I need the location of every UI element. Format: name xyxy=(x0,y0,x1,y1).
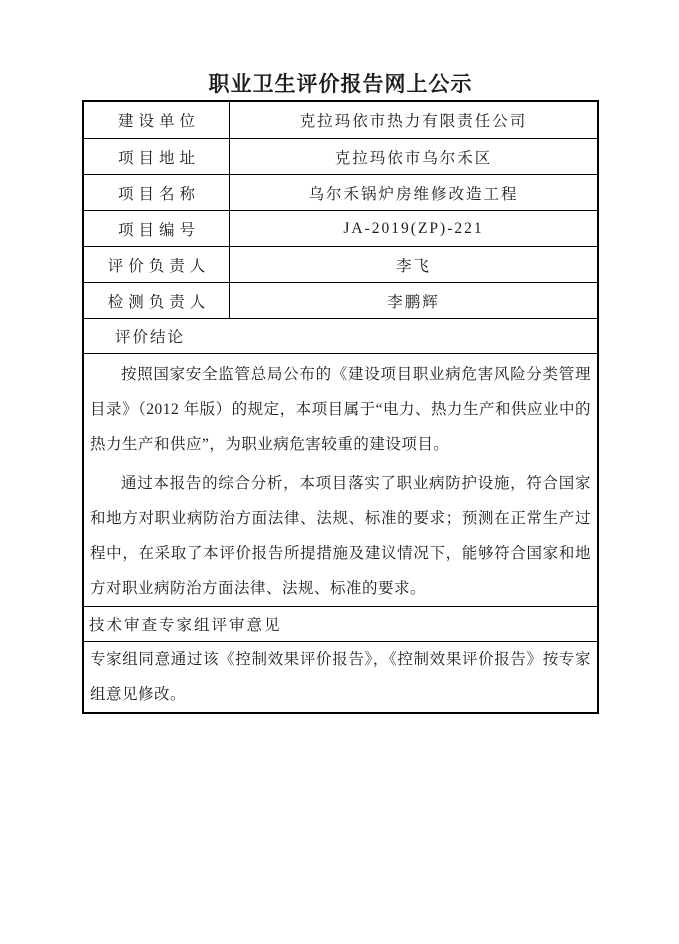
row-value: 克拉玛依市乌尔禾区 xyxy=(334,149,493,167)
row-label: 评价负责人 xyxy=(84,247,230,282)
row-value: JA-2019(ZP)-221 xyxy=(343,219,484,237)
table-row-project-number xyxy=(84,210,597,246)
document-title: 职业卫生评价报告网上公示 xyxy=(208,72,473,96)
row-value: 李鹏辉 xyxy=(387,293,440,311)
table-row-construction-unit xyxy=(84,102,597,138)
row-label: 项目编号 xyxy=(84,211,230,246)
row-value: 李飞 xyxy=(395,257,431,275)
conclusion-paragraph: 按照国家安全监管总局公布的《建设项目职业病危害风险分类管理目录》（2012 年版）的规定，本项目属于“电力、热力生产和供应业中的热力生产和供应”，为职业病危害较重的建设项目。 xyxy=(90,366,592,453)
table-row-project-address xyxy=(84,138,597,174)
row-value: 乌尔禾锅炉房维修改造工程 xyxy=(308,185,519,203)
row-value: 克拉玛依市热力有限责任公司 xyxy=(299,113,528,130)
review-text-cell: 专家组同意通过该《控制效果评价报告》，《控制效果评价报告》按专家组意见修改。 xyxy=(84,641,597,712)
conclusion-paragraph: 通过本报告的综合分析，本项目落实了职业病防护设施，符合国家和地方对职业病防治方面法律、法规、标准的要求；预测在正常生产过程中，在采取了本评价报告所提措施及建议情况下，能够符合国家和地方对职业病防治方面法律、法规、标准的要求。 xyxy=(90,475,591,597)
notice-table xyxy=(82,100,599,714)
review-section-header: 技术审查专家组评审意见 xyxy=(84,606,597,641)
row-label: 项目名称 xyxy=(84,175,230,210)
conclusion-text-cell xyxy=(84,353,597,606)
table-row-testing-leader xyxy=(84,282,597,318)
row-label: 检测负责人 xyxy=(84,283,230,318)
conclusion-section-header: 评价结论 xyxy=(84,318,597,353)
row-label: 建设单位 xyxy=(84,102,230,138)
table-row-project-name xyxy=(84,174,597,210)
row-label: 项目地址 xyxy=(84,139,230,174)
table-row-evaluation-leader xyxy=(84,246,597,282)
